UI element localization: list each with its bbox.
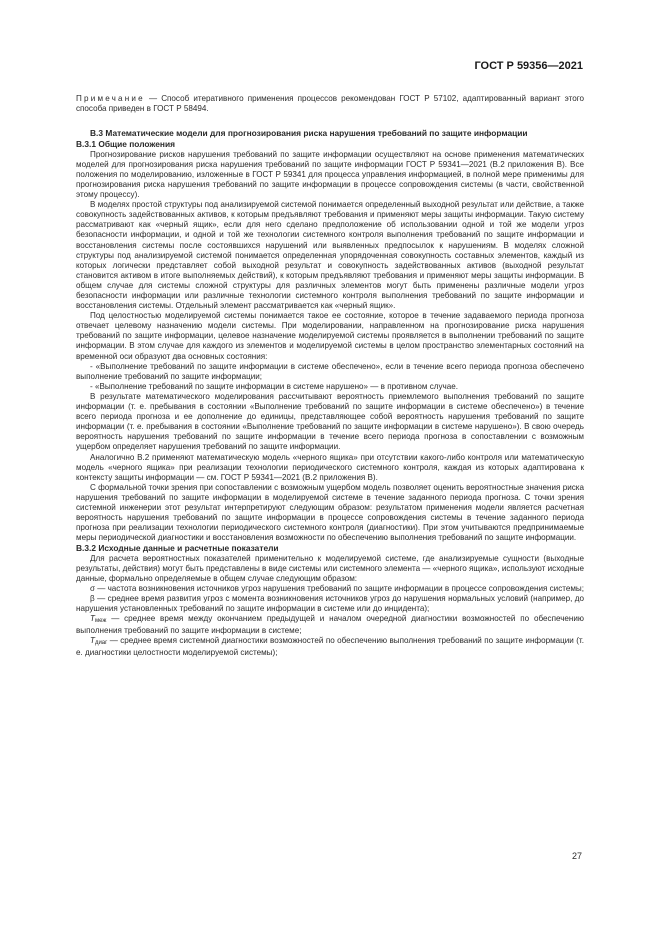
note-paragraph: [76, 94, 584, 114]
paragraph: Аналогично В.2 применяют математическую модель «черного ящика» при отсутствии какого-либо контроля или математическую модель «черного ящика» при реализации технологии периодического системного контроля, каждая из которых адаптирована к контексту защиты информации — см. ГОСТ Р 59341—2021 (В.2 приложения В).: [76, 452, 584, 482]
paragraph: Прогнозирование рисков нарушения требований по защите информации осуществляют на основе применения математических моделей для прогнозирования риска нарушения требований по защите информации ГОСТ Р 59341—2021 (В.2 приложения В). Все положения по моделированию, изложенные в ГОСТ Р 59341 для процесса управления информацией, в полной мере применимы для прогнозирования риска нарушения требований по защите информации в процессе сопровождения системы (в части, свойственной этому процессу).: [76, 149, 584, 200]
document-body: [76, 94, 584, 658]
definition-beta: β — среднее время развития угроз с момента возникновения источников угроз до нарушения нормальных условий (например, до нарушения установленных требований по защите информации в системе или до инцидента);: [76, 593, 584, 614]
note-label: Примечание: [76, 94, 145, 103]
definition-t-mezh: Tмеж — среднее время между окончанием предыдущей и началом очередной диагностики возможностей по обеспечению выполнения требований по защите информации в системе;: [76, 614, 584, 636]
definition-sigma: σ — частота возникновения источников угроз нарушения требований по защите информации в процессе сопровождения системы;: [90, 583, 584, 593]
bullet-item: - «Выполнение требований по защите информации в системе нарушено» — в противном случае.: [90, 381, 459, 391]
note-text: — Способ итеративного применения процессов рекомендован ГОСТ Р 57102, адаптированный вариант этого способа приведен в ГОСТ Р 58494.: [76, 94, 584, 114]
subsection-1-heading: В.3.1 Общие положения: [76, 139, 175, 150]
document-id-header: ГОСТ Р 59356—2021: [474, 60, 583, 72]
definition-t-diag: Tдиаг — среднее время системной диагностики возможностей по обеспечению выполнения требований по защите информации (т. е. диагностики целостности моделируемой системы);: [76, 636, 584, 658]
paragraph: С формальной точки зрения при сопоставлении с возможным ущербом модель позволяет оценить вероятностные значения риска нарушения требований по защите информации в моделируемой системе в течение заданного периода прогноза. С точки зрения системной инженерии этот результат интерпретируют следующим образом: результатом применения модели является расчетная вероятность нарушения требований по защите информации в процессе сопровождения системы в течение заданного периода прогноза при реализации технологии периодического системного контроля (диагностики). При этом учитываются предпринимаемые меры периодической диагностики и восстановления возможности по обеспечению выполнения требований по защите информации.: [76, 482, 584, 543]
section-heading: В.3 Математические модели для прогнозирования риска нарушения требований по защите информации: [90, 128, 528, 139]
subsection-2-heading: В.3.2 Исходные данные и расчетные показатели: [76, 543, 279, 554]
paragraph: В результате математического моделирования рассчитывают вероятность приемлемого выполнения требований по защите информации (т. е. пребывания в состоянии «Выполнение требований по защите информации в системе обеспечено») в течение всего периода прогноза и ее дополнение до единицы, представляющее собой вероятность нарушения требований по защите информации (т. е. пребывания в состоянии «Выполнение требований по защите информации в системе нарушено»). В свою очередь вероятность нарушения требований по защите информации в течение всего периода прогноза в сопоставлении с возможным ущербом определяет нарушения требований по защите информации.: [76, 391, 584, 452]
page-number: 27: [572, 851, 583, 861]
paragraph: Для расчета вероятностных показателей применительно к моделируемой системе, где анализируемые сущности (выходные результаты, действия) могут быть представлены в виде системы или системного элемента — «черного ящика», используют исходные данные, формально определяемые в общем случае следующим образом:: [76, 553, 584, 583]
paragraph: В моделях простой структуры под анализируемой системой понимается определенный выходной результат или действие, а также совокупность задействованных активов, к которым предъявляют требования и применяют меры защиты информации. Такую систему рассматривают как «черный ящик», если для него сделано предположение об использовании одной и той же модели угроз безопасности информации, и одной и той же технологии системного контроля выполнения требований по защите информации и восстановления системы после состоявшихся нарушений или выявленных предпосылок к нарушениям. В моделях сложной структуры под анализируемой системой понимается определенная упорядоченная совокупность составных элементов, каждый из которых логически представляет собой выходной результат и совокупность задействованных активов (выходной результат становится активом в итоге выполняемых действий), к которым предъявляют требования и применяют меры защиты информации. В общем случае для системы сложной структуры для различных элементов могут быть применены различные модели угроз безопасности информации или различные технологии системного контроля выполнения требований по защите информации и восстановления системы. Отдельный элемент рассматривается как «черный ящик».: [76, 200, 584, 311]
bullet-item: - «Выполнение требований по защите информации в системе обеспечено», если в течение всего периода прогноза обеспечено выполнение требований по защите информации;: [76, 361, 584, 381]
paragraph: Под целостностью моделируемой системы понимается такое ее состояние, которое в течение задаваемого периода прогноза отвечает целевому назначению модели системы. При моделировании, направленном на прогнозирование риска нарушения требований по защите информации, целевое назначение моделируемой системы проявляется в выполнении требований по защите информации. В этом случае для каждого из элементов и моделируемой системы в целом пространство элементарных состояний на временной оси образуют два основных состояния:: [76, 311, 584, 361]
